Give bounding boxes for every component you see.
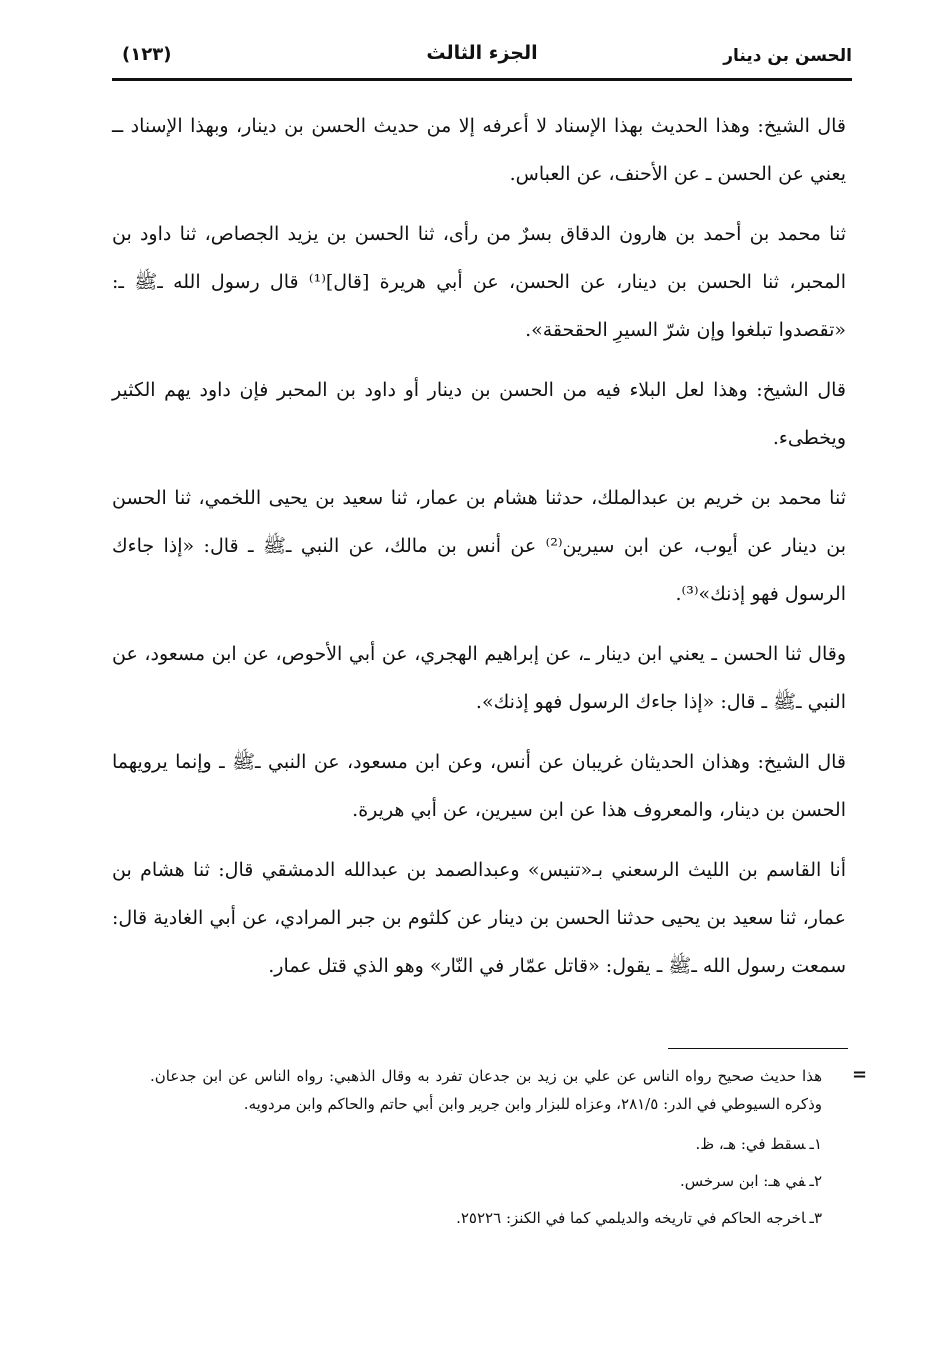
volume-title: الجزء الثالث: [426, 42, 538, 64]
footnote-text: اخرجه الحاكم في تاريخه والديلمي كما في الكنز: ٢٥٢٢٦.: [456, 1209, 806, 1227]
footnote-2: [150, 1167, 822, 1195]
footnotes: [150, 1062, 822, 1241]
main-text: [112, 102, 846, 1002]
paragraph-5: وقال ثنا الحسن ـ يعني ابن دينار ـ، عن إبراهيم الهجري، عن أبي الأحوص، عن ابن مسعود، عن النبي ـﷺ ـ قال: «إذا جاءك الرسول فهو إذنك».: [112, 643, 847, 713]
chapter-title: الحسن بن دينار: [723, 46, 852, 66]
footnote-rule: [668, 1048, 848, 1049]
footnote-number: ٣ـ: [809, 1209, 822, 1227]
footnote-continuation: هذا حديث صحيح رواه الناس عن علي بن زيد بن جدعان تفرد به وقال الذهبي: رواه الناس عن ابن جدعان. وذكره السيوطي في الدر: ٢٨١/٥، وعزاه للبزار وابن جرير وابن أبي حاتم والحاكم وابن مردويه.: [150, 1067, 822, 1113]
running-header: [112, 40, 852, 76]
footnote-1: [150, 1130, 822, 1158]
paragraph-2: ثنا محمد بن أحمد بن هارون الدقاق بسرٌ من رأى، ثنا الحسن بن يزيد الجصاص، ثنا داود بن المحبر، ثنا الحسن بن دينار، عن الحسن، عن أبي هريرة [قال]⁽¹⁾ قال رسول الله ـﷺ ـ: «تقصدوا تبلغوا وإن شرّ السيرِ الحقحقة».: [112, 223, 846, 341]
footnote-continuation-mark: =: [852, 1064, 868, 1085]
footnote-number: ٢ـ: [809, 1172, 822, 1190]
footnote-3: [150, 1204, 822, 1232]
footnote-number: ١ـ: [809, 1135, 822, 1153]
paragraph-1: قال الشيخ: وهذا الحديث بهذا الإسناد لا أعرفه إلا من حديث الحسن بن دينار، وبهذا الإسناد ــ يعني عن الحسن ـ عن الأحنف، عن العباس.: [112, 115, 846, 185]
header-rule: [112, 78, 852, 81]
footnote-text: سقط في: هـ، ظ.: [695, 1135, 806, 1153]
paragraph-4: ثنا محمد بن خريم بن عبدالملك، حدثنا هشام بن عمار، ثنا سعيد بن يحيى اللخمي، ثنا الحسن بن دينار عن أيوب، عن ابن سيرين⁽²⁾ عن أنس بن مالك، عن النبي ـﷺ ـ قال: «إذا جاءك الرسول فهو إذنك»⁽³⁾.: [112, 487, 846, 605]
footnote-text: في هـ: ابن سرخس.: [680, 1172, 806, 1190]
page-number: (١٢٣): [122, 44, 172, 65]
paragraph-3: قال الشيخ: وهذا لعل البلاء فيه من الحسن بن دينار أو داود بن المحبر فإن داود يهم الكثير ويخطىء.: [112, 379, 846, 449]
paragraph-7: أنا القاسم بن الليث الرسعني بـ«تنيس» وعبدالصمد بن عبدالله الدمشقي قال: ثنا هشام بن عمار، ثنا سعيد بن يحيى حدثنا الحسن بن دينار عن كلثوم بن جبر المرادي، عن أبي الغادية قال: سمعت رسول الله ـﷺ ـ يقول: «قاتل عمّار في النّار» وهو الذي قتل عمار.: [112, 859, 846, 977]
paragraph-6: قال الشيخ: وهذان الحديثان غريبان عن أنس، وعن ابن مسعود، عن النبي ـﷺ ـ وإنما يرويهما الحسن بن دينار، والمعروف هذا عن ابن سيرين، عن أبي هريرة.: [112, 751, 846, 821]
